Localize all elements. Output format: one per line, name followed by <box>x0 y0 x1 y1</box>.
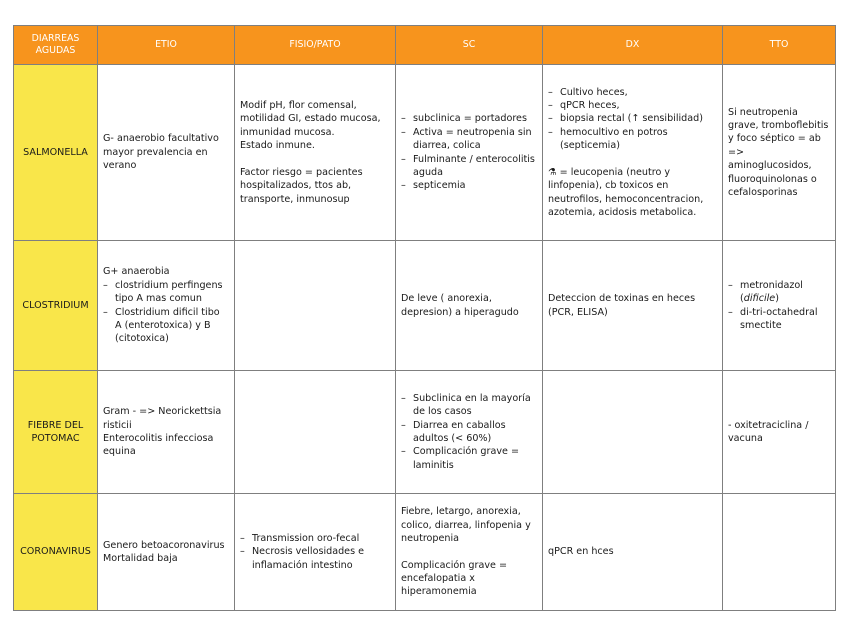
list-item: – Clostridium dificil tibo A (enterotoxica) y B (citotoxica) <box>103 306 229 346</box>
row-coronavirus <box>14 494 836 611</box>
list-item: – septicemia <box>401 179 537 192</box>
etio-cell: G+ anaerobia – clostridium perfingens tipo A mas comun – Clostridium dificil tibo A (enterotoxica) y B (citotoxica) <box>98 241 235 371</box>
list-item: – hemocultivo en potros (septicemia) <box>548 126 717 153</box>
list-item: – Activa = neutropenia sin diarrea, colica <box>401 126 537 153</box>
dx-cell <box>543 65 723 241</box>
dx-lab: ⚗ = leucopenia (neutro y linfopenia), cb toxicos en neutrofilos, hemoconcentracion, azotemia, acidosis metabolica. <box>548 166 704 218</box>
row-name: CLOSTRIDIUM <box>14 241 98 371</box>
header-diarreas: DIARREAS AGUDAS <box>14 26 98 65</box>
arrow-up-icon: ↑ <box>631 113 640 125</box>
row-clostridium <box>14 241 836 371</box>
fisio-cell <box>235 241 396 371</box>
tto-cell <box>723 241 836 371</box>
row-name: CORONAVIRUS <box>14 494 98 611</box>
etio-cell: Gram - => Neorickettsia risticii Enterocolitis infecciosa equina <box>98 371 235 494</box>
etio-cell: Genero betoacoronavirus Mortalidad baja <box>98 494 235 611</box>
header-row <box>14 26 836 65</box>
header-etio: ETIO <box>98 26 235 65</box>
row-name: SALMONELLA <box>14 65 98 241</box>
list-item: – qPCR heces, <box>548 99 717 112</box>
dx-cell: Deteccion de toxinas en heces (PCR, ELISA) <box>543 241 723 371</box>
fisio-cell <box>235 371 396 494</box>
header-fisio: FISIO/PATO <box>235 26 396 65</box>
diarrhea-table <box>13 25 836 611</box>
dx-cell: qPCR en hces <box>543 494 723 611</box>
row-name: FIEBRE DEL POTOMAC <box>14 371 98 494</box>
header-dx: DX <box>543 26 723 65</box>
row-salmonella <box>14 65 836 241</box>
header-tto: TTO <box>723 26 836 65</box>
sc-cell <box>396 371 543 494</box>
fisio-line: Estado inmune. <box>240 140 315 152</box>
dx-cell <box>543 371 723 494</box>
tto-cell: - oxitetraciclina / vacuna <box>723 371 836 494</box>
fisio-cell <box>235 494 396 611</box>
etio-cell: G- anaerobio facultativo mayor prevalencia en verano <box>98 65 235 241</box>
list-item: – clostridium perfingens tipo A mas comun <box>103 279 229 306</box>
sc-cell: Fiebre, letargo, anorexia, colico, diarrea, linfopenia y neutropenia Complicación grave = encefalopatia x hiperamonemia <box>396 494 543 611</box>
fisio-line: Modif pH, flor comensal, motilidad GI, estado mucosa, inmunidad mucosa. <box>240 100 381 138</box>
sc-cell <box>396 65 543 241</box>
list-item: – Subclinica en la mayoría de los casos <box>401 392 537 419</box>
list-item: – subclinica = portadores <box>401 112 537 125</box>
list-item: – Necrosis vellosidades e inflamación intestino <box>240 545 390 572</box>
list-item: – Complicación grave = laminitis <box>401 445 537 472</box>
list-item: – Diarrea en caballos adultos (< 60%) <box>401 419 537 446</box>
row-potomac <box>14 371 836 494</box>
list-item: – metronidazol (dificile) <box>728 279 830 306</box>
microscope-icon: ⚗ <box>548 166 557 178</box>
sc-cell: De leve ( anorexia, depresion) a hiperagudo <box>396 241 543 371</box>
list-item: – Cultivo heces, <box>548 86 717 99</box>
tto-cell: Si neutropenia grave, tromboflebitis y foco séptico = ab => aminoglucosidos, fluoroquinolonas o cefalosporinas <box>723 65 836 241</box>
header-sc: SC <box>396 26 543 65</box>
fisio-cell <box>235 65 396 241</box>
list-item: – biopsia rectal (↑ sensibilidad) <box>548 112 717 125</box>
tto-cell <box>723 494 836 611</box>
list-item: – di-tri-octahedral smectite <box>728 306 830 333</box>
fisio-risk: Factor riesgo = pacientes hospitalizados, ttos ab, transporte, inmunosup <box>240 166 363 205</box>
list-item: – Fulminante / enterocolitis aguda <box>401 153 537 180</box>
list-item: – Transmission oro-fecal <box>240 532 390 545</box>
